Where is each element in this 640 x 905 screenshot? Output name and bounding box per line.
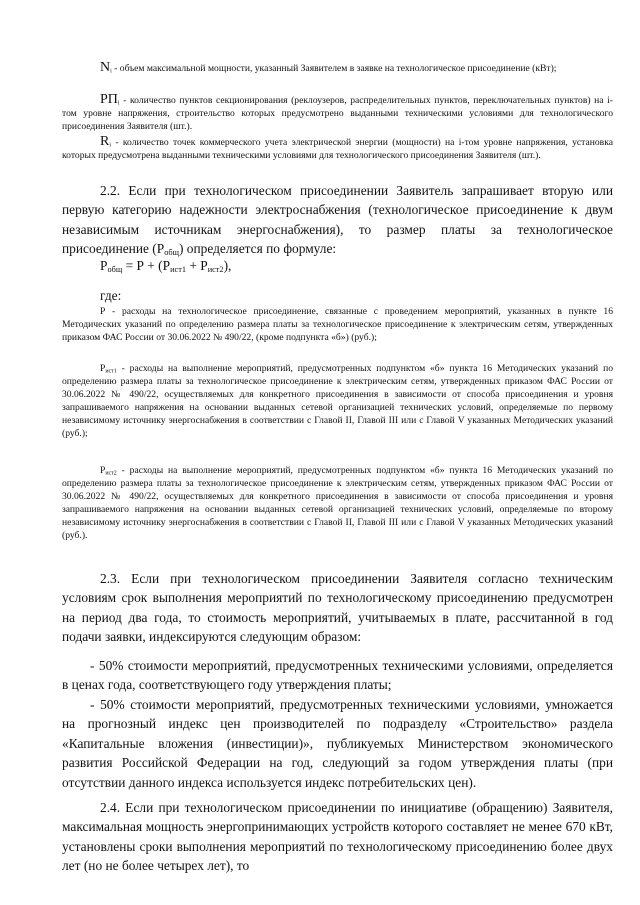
formula-part-1: Р [100, 258, 108, 273]
p-definition: Р - расходы на технологическое присоединение, связанные с проведением мероприятий, указанных в пункте 16 Методических указаний по определению размера платы за технологическое присоединение к электрическим сетям, утвержденных приказом ФАС России от 30.06.2022 № 490/22, (кроме подпункта «б») (руб.); [62, 306, 613, 343]
r-subscript: i [109, 142, 111, 149]
bullet-item-1: - 50% стоимости мероприятий, предусмотренных техническими условиями, определяется в ценах года, соответствующего году утверждения платы; [62, 658, 613, 693]
n-subscript: i [110, 68, 112, 75]
paragraph-2-4: 2.4. Если при технологическом присоединении по инициативе (обращению) Заявителя, максимальная мощность энергопринимающих устройств которого составляет не менее 670 кВт, установлены сроки выполнения мероприятий по технологическому присоединению более двух лет (но не более четырех лет), то [62, 800, 613, 874]
rp-definition [62, 94, 613, 134]
pist1-symbol: Р [100, 363, 106, 374]
rp-subscript: i [117, 100, 120, 107]
formula-sub-1: общ [107, 265, 123, 275]
pist1-subscript: ист1 [105, 368, 117, 375]
formula-part-3: + Р [185, 258, 208, 273]
formula-part-4: ), [223, 258, 232, 273]
r-definition [62, 136, 613, 163]
n-definition [62, 62, 613, 76]
n-symbol: N [100, 60, 111, 75]
pist2-symbol: Р [100, 465, 106, 476]
pist2-definition-text: - расходы на выполнение мероприятий, предусмотренных подпунктом «б» пункта 16 Методических указаний по определению размера платы за технологическое присоединение к электрическим сетям, утвержденных приказом ФАС России от 30.06.2022 № 490/22, осуществляемых для конкретного присоединения в зависимости от способа присоединения и уровня запрашиваемого напряжения на основании выданных сетевой организацией технических условий, определяемые по второму независимому источнику энергоснабжения в соответствии с Главой II, Главой III или с Главой V указанных Методических указаний (руб.). [62, 465, 613, 541]
n-definition-text: - объем максимальной мощности, указанный Заявителем в заявке на технологическое присоединение (кВт); [111, 63, 557, 74]
formula [100, 258, 231, 274]
rp-definition-text: - количество пунктов секционирования (реклоузеров, распределительных пунктов, переключательных пунктов) на i-том уровне напряжения, строительство которых предусмотрено выданными техническими условиями для технологического присоединения Заявителя (шт.). [62, 95, 613, 132]
pist1-definition [62, 363, 613, 440]
pist1-definition-text: - расходы на выполнение мероприятий, предусмотренных подпунктом «б» пункта 16 Методических указаний по определению размера платы за технологическое присоединение к электрическим сетям, утвержденных приказом ФАС России от 30.06.2022 № 490/22, осуществляемых для конкретного присоединения в зависимости от способа присоединения и уровня запрашиваемого напряжения на основании выданных сетевой организацией технических условий, определяемые по первому независимому источнику энергоснабжения в соответствии с Главой II, Главой III или с Главой V указанных Методических указаний (руб.); [62, 363, 613, 439]
rp-symbol: РП [100, 92, 118, 107]
bullet-item-2: - 50% стоимости мероприятий, предусмотренных техническими условиями, умножается на прогнозный индекс цен производителей по подразделу «Строительство» раздела «Капитальные вложения (инвестиции)», публикуемых Министерством экономического развития Российской Федерации на год, следующий за годом утверждения платы (при отсутствии данного индекса используется индекс потребительских цен). [62, 697, 613, 790]
r-symbol: R [100, 134, 110, 149]
paragraph-2-2-text: 2.2. Если при технологическом присоединении Заявитель запрашивает вторую или первую категорию надежности электроснабжения (технологическое присоединение к двум независимым источникам энергоснабжения), то размер платы за технологическое присоединение (Р [62, 183, 613, 257]
paragraph-2-2-subscript: общ [164, 248, 179, 258]
formula-sub-2: ист1 [170, 265, 186, 275]
paragraph-2-2 [62, 181, 613, 259]
pist2-definition [62, 465, 613, 542]
paragraph-2-2-tail: ) определяется по формуле: [178, 241, 337, 257]
formula-sub-3: ист2 [207, 265, 224, 275]
pist2-subscript: ист2 [105, 470, 117, 477]
formula-part-2: = Р + (Р [122, 258, 171, 273]
where-label: где: [100, 288, 122, 303]
paragraph-2-3: 2.3. Если при технологическом присоединении Заявителя согласно техническим условиям срок выполнения мероприятий по технологическому присоединению предусмотрен на период два года, то стоимость мероприятий, учитываемых в плате, рассчитанной в год подачи заявки, индексируются следующим образом: [62, 571, 613, 645]
r-definition-text: - количество точек коммерческого учета электрической энергии (мощности) на i-том уровне напряжения, установка которых предусмотрена выданными техническими условиями для технологического присоединения Заявителя (шт.). [62, 137, 613, 161]
